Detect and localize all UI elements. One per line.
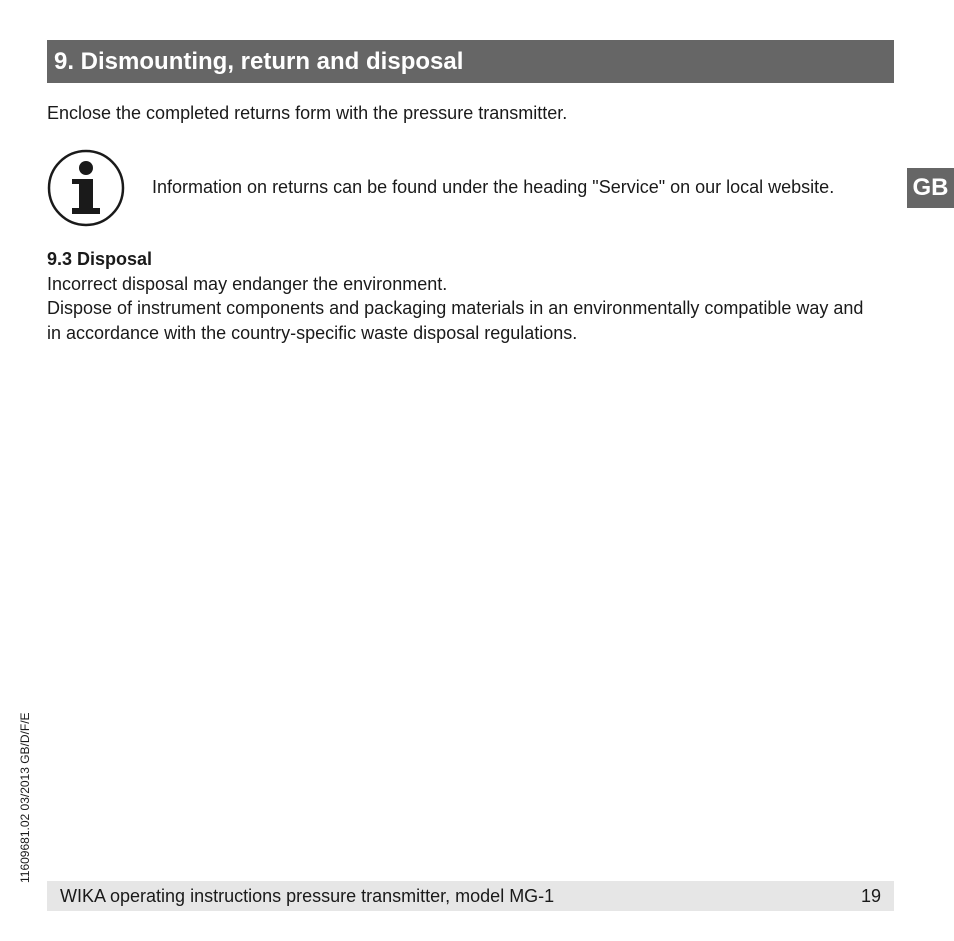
- footer-text: WIKA operating instructions pressure transmitter, model MG-1: [60, 885, 555, 906]
- info-icon: [47, 149, 125, 227]
- section-title: 9. Dismounting, return and disposal: [54, 47, 464, 75]
- enclose-paragraph: Enclose the completed returns form with the pressure transmitter.: [47, 103, 568, 123]
- document-code: 11609681.02 03/2013 GB/D/F/E: [18, 712, 32, 883]
- page-number: 19: [860, 885, 881, 906]
- info-text: Information on returns can be found under the heading "Service" on our local website.: [152, 177, 835, 197]
- disposal-warning: Incorrect disposal may endanger the environment.: [47, 274, 448, 294]
- disposal-heading: 9.3 Disposal: [47, 249, 153, 269]
- disposal-instructions: Dispose of instrument components and packaging materials in an environmentally compatible way and in accordance with the country-specific waste disposal regulations.: [47, 298, 864, 343]
- section-heading: [47, 40, 894, 83]
- language-tab-label: GB: [912, 174, 949, 201]
- page-footer: [47, 881, 894, 911]
- language-tab: [907, 168, 954, 208]
